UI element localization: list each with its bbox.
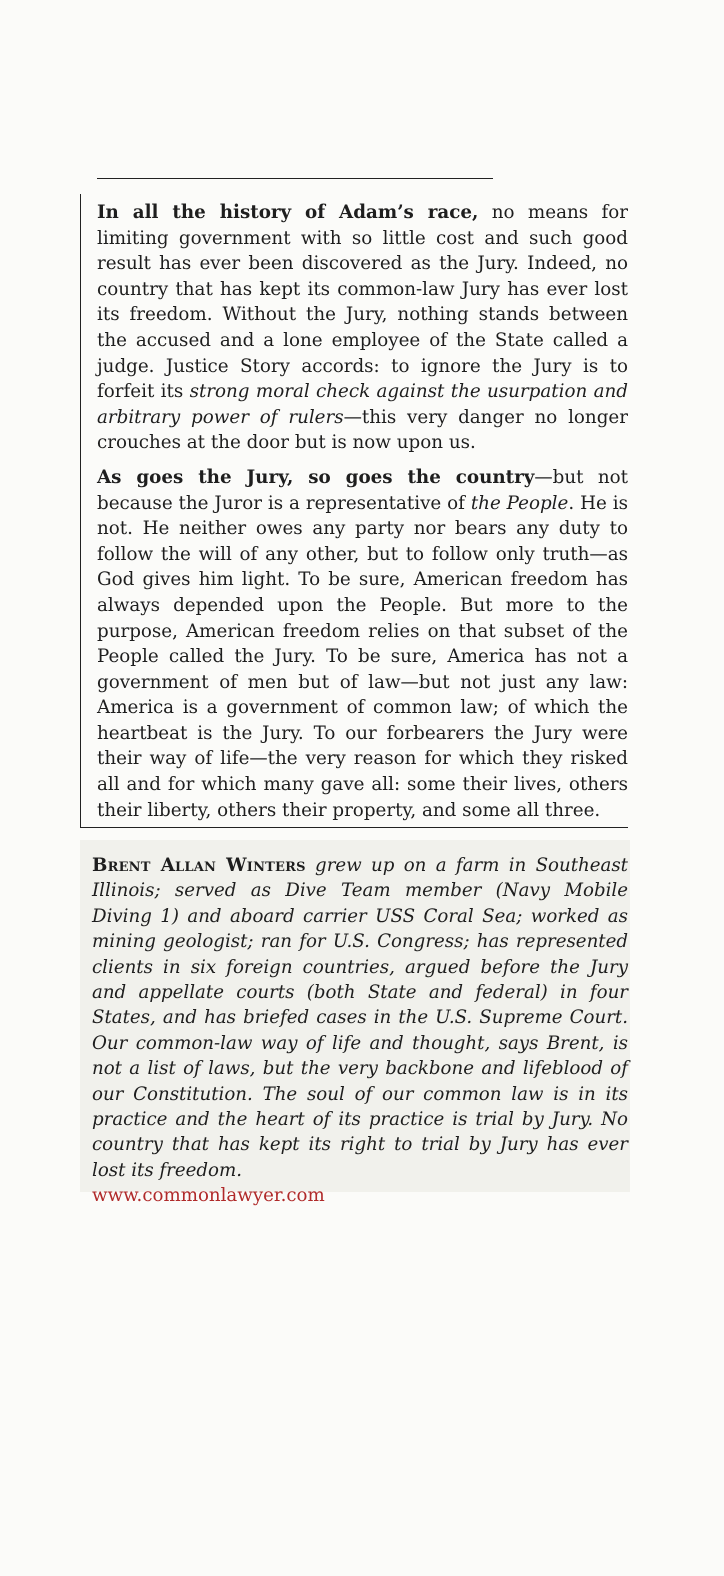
essay-text [97, 200, 628, 823]
essay-paragraph-1-end: —this very danger no longer crouches at the door but is now upon us. [97, 406, 628, 454]
author-bio-body: grew up on a farm in Southeast Illinois; served as Dive Team member (Navy Mobile Diving 1) and aboard carrier USS Coral Sea; worked as mining geologist; ran for U.S. Congress; has represented clients in six foreign countries, argued before the Jury and appellate courts (both State and federal) in four States, and has briefed cases in the U.S. Supreme Court. Our common-law way of life and thought, says Brent, is not a list of laws, but the very backbone and lifeblood of our Constitution. The soul of our common law is in its practice and the heart of its practice is trial by Jury. No country that has kept its right to trial by Jury has ever lost its freedom. [92, 855, 628, 1181]
essay-paragraph-2-end: . He is not. He neither owes any party nor bears any duty to follow the will of any other, but to follow only truth—as God gives him light. To be sure, American freedom has always depended upon the People. But more to the purpose, American freedom relies on that subset of the People called the Jury. To be sure, America has not a government of men but of law—but not just any law: America is a government of common law; of which the heartbeat is the Jury. To our forbearers the Jury were their way of life—the very reason for which they risked all and for which many gave all: some their lives, others their liberty, others their property, and some all three. [97, 492, 628, 821]
website-link[interactable]: www.commonlawyer.com [92, 1185, 325, 1207]
essay-box [80, 194, 628, 828]
essay-paragraph-1-italic: strong moral check against the usurpation and arbitrary power of rulers [97, 381, 628, 428]
essay-paragraph-1-lead: In all the history of Adam’s race, [97, 202, 479, 223]
essay-paragraph-1 [97, 200, 628, 456]
author-bio-text [92, 853, 628, 1209]
author-name: Brent Allan Winters [92, 855, 306, 876]
essay-paragraph-2-body: —but not because the Juror is a representative of [97, 466, 628, 514]
essay-paragraph-2-italic: the People [470, 492, 569, 514]
essay-paragraph-2-lead: As goes the Jury, so goes the country [97, 466, 535, 488]
top-divider-rule [97, 178, 493, 179]
author-bio-box [80, 840, 630, 1207]
essay-paragraph-2 [97, 465, 628, 823]
essay-paragraph-1-body: no means for limiting government with so little cost and such good result has ever been discovered as the Jury. Indeed, no country that has kept its common-law Jury has ever lost its freedom. Without the Jury, nothing stands between the accused and a lone employee of the State called a judge. Justice Story accords: to ignore the Jury is to forfeit its [97, 202, 629, 403]
